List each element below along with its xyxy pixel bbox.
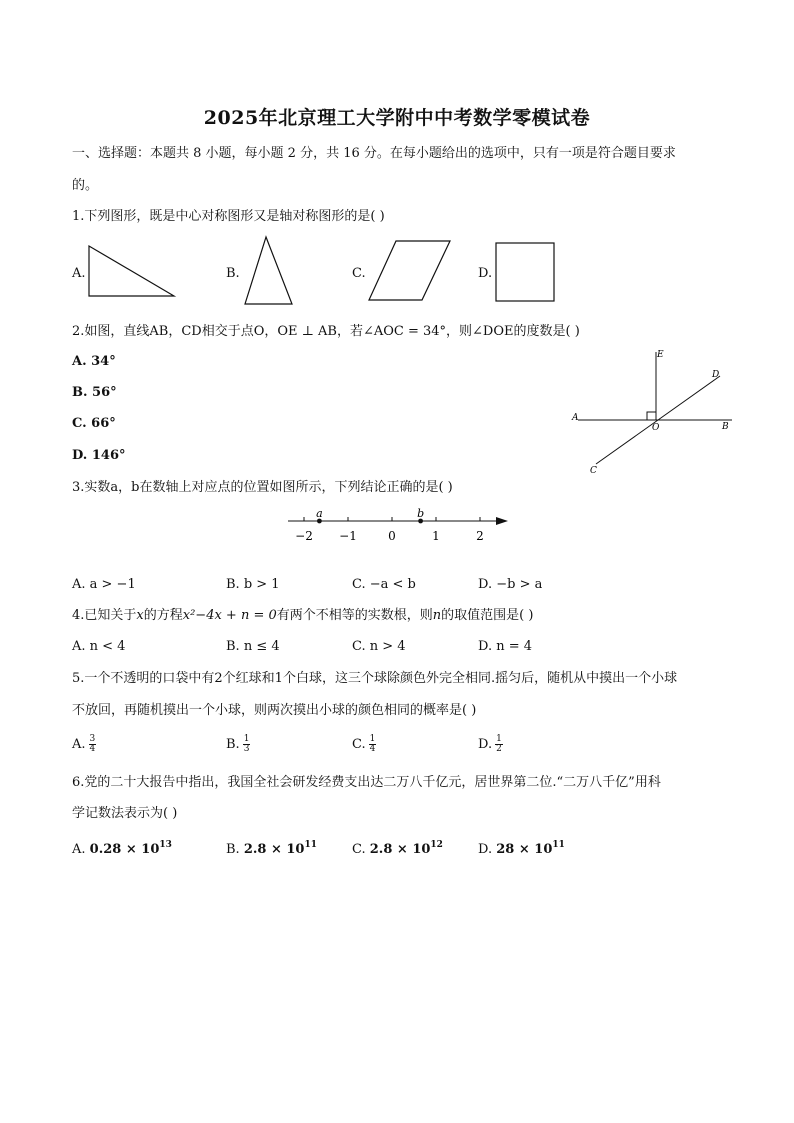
- q1-square-figure: [493, 240, 557, 304]
- question-3-stem: 3.实数a，b在数轴上对应点的位置如图所示，下列结论正确的是( ): [72, 480, 453, 495]
- q4-option-b: B. n ≤ 4: [226, 639, 280, 654]
- number-line-tick-label: 0: [388, 529, 396, 543]
- q4-variable-x: x: [136, 608, 144, 623]
- q4-option-d: D. n = 4: [478, 639, 533, 654]
- q1-option-d-label: D.: [478, 266, 493, 281]
- q6-option-c: C. $2.8 \times 10^{12}$: [352, 840, 443, 857]
- q3-option-d: D. −b > a: [478, 577, 543, 592]
- q1-isosceles-triangle-figure: [242, 234, 296, 308]
- section-instructions-line1: 一、选择题：本题共 8 小题，每小题 2 分，共 16 分。在每小题给出的选项中，只有一项是符合题目要求: [72, 146, 676, 161]
- label-d: D: [712, 370, 720, 380]
- number-line-tick-label: 1: [432, 529, 440, 543]
- q4-equation: x²−4x + n = 0: [182, 608, 277, 623]
- q3-option-c: C. −a < b: [352, 577, 416, 592]
- q4-stem-part4: 的取值范围是( ): [441, 608, 534, 623]
- section-instructions-line2: 的。: [72, 178, 99, 193]
- question-2-stem: 2.如图，直线AB，CD相交于点O，OE ⊥ AB，若∠AOC = 34°，则∠DOE的度数是( ): [72, 324, 580, 339]
- question-6-stem-line2: 学记数法表示为( ): [72, 806, 178, 821]
- q6-option-d: D. $28 \times 10^{11}$: [478, 840, 565, 857]
- q5-option-a: A. $\frac{3}{4}$: [72, 734, 96, 754]
- q2-geometry-figure: [566, 344, 746, 478]
- q2-option-c: C. 66°: [72, 416, 116, 431]
- q1-parallelogram-figure: [366, 238, 454, 304]
- q4-option-c: C. n > 4: [352, 639, 406, 654]
- label-a: A: [572, 413, 579, 423]
- fraction: $\frac{1}{2}$: [496, 734, 502, 754]
- fraction: $\frac{1}{3}$: [243, 734, 250, 754]
- q2-option-a: A. 34°: [72, 354, 116, 369]
- number-line-arrow: [496, 517, 508, 525]
- question-5-stem-line2: 不放回，再随机摸出一个小球，则两次摸出小球的颜色相同的概率是( ): [72, 703, 477, 718]
- label-e: E: [657, 350, 664, 360]
- fraction: $\frac{3}{4}$: [89, 734, 96, 754]
- q3-option-a: A. a > −1: [72, 577, 136, 592]
- label-b: B: [722, 422, 729, 432]
- q5-option-d: D. $\frac{1}{2}$: [478, 734, 502, 754]
- q5-option-c: C. $\frac{1}{4}$: [352, 734, 376, 754]
- page-title: 2025年北京理工大学附中中考数学零模试卷: [203, 107, 591, 129]
- point-a-label: a: [316, 507, 323, 520]
- label-c: C: [590, 466, 597, 476]
- q1-right-triangle-figure: [86, 243, 178, 299]
- q1-option-c-label: C.: [352, 266, 366, 281]
- q4-option-a: A. n < 4: [72, 639, 126, 654]
- q4-variable-n: n: [432, 608, 442, 623]
- q6-option-b: B. $2.8 \times 10^{11}$: [226, 840, 318, 857]
- question-6-stem-line1: 6.党的二十大报告中指出，我国全社会研发经费支出达二万八千亿元，居世界第二位.“二万八千亿”用科: [72, 775, 661, 790]
- point-b-label: b: [417, 507, 425, 520]
- fraction: $\frac{1}{4}$: [369, 734, 376, 754]
- q2-option-d: D. 146°: [72, 448, 126, 463]
- number-line-tick-label: −2: [295, 529, 313, 543]
- question-4-stem: [72, 607, 533, 625]
- q4-stem-part3: 有两个不相等的实数根，则: [276, 608, 433, 623]
- right-angle-mark: [647, 412, 656, 420]
- number-line-tick-label: 2: [476, 529, 484, 543]
- q6-option-a: A. $0.28 \times 10^{13}$: [72, 840, 172, 857]
- question-1-stem: 1.下列图形，既是中心对称图形又是轴对称图形的是( ): [72, 209, 385, 224]
- label-o: O: [652, 423, 660, 433]
- q5-option-b: B. $\frac{1}{3}$: [226, 734, 250, 754]
- q2-option-b: B. 56°: [72, 385, 117, 400]
- question-5-stem-line1: 5.一个不透明的口袋中有2个红球和1个白球，这三个球除颜色外完全相同.摇匀后，随机从中摸出一个小球: [72, 671, 678, 686]
- q3-number-line: [282, 502, 514, 548]
- q1-option-a-label: A.: [72, 266, 86, 281]
- number-line-tick-label: −1: [339, 529, 357, 543]
- q4-stem-part1: 4.已知关于: [72, 608, 137, 623]
- q1-option-b-label: B.: [226, 266, 240, 281]
- q3-option-b: B. b > 1: [226, 577, 280, 592]
- q4-stem-part2: 的方程: [143, 608, 183, 623]
